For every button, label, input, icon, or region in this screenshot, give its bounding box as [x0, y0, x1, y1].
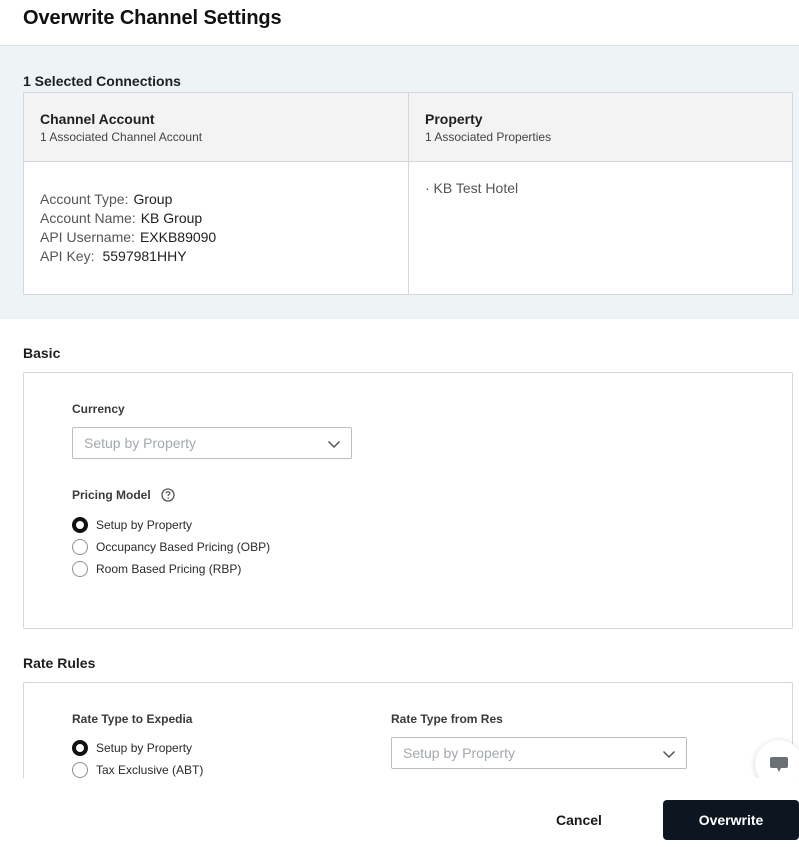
property-item: · KB Test Hotel [425, 180, 519, 196]
currency-label: Currency [72, 402, 125, 416]
dialog-header [0, 0, 799, 46]
account-name-value: KB Group [140, 210, 203, 226]
chat-bubble-icon [769, 754, 789, 774]
api-key-row [40, 247, 216, 266]
basic-card [23, 372, 793, 629]
api-key-label: API Key: [40, 248, 95, 264]
channel-account-heading: Channel Account [40, 111, 155, 127]
connections-table [23, 92, 793, 295]
channel-account-header [24, 93, 408, 162]
rate-type-from-res-placeholder: Setup by Property [403, 745, 516, 761]
basic-section-title: Basic [23, 345, 61, 361]
pricing-option-label: Occupancy Based Pricing (OBP) [96, 540, 271, 554]
chevron-down-icon [662, 747, 676, 761]
chevron-down-icon [327, 437, 341, 451]
currency-placeholder: Setup by Property [84, 435, 197, 451]
channel-account-column [24, 93, 409, 294]
property-header [409, 93, 792, 162]
dialog-title: Overwrite Channel Settings [23, 7, 282, 29]
api-username-row [40, 228, 216, 247]
pricing-model-label: Pricing Model [72, 488, 151, 502]
account-name-label: Account Name: [40, 210, 136, 226]
rate-type-from-res-label: Rate Type from Res [391, 712, 503, 726]
rate-option-label: Tax Exclusive (ABT) [96, 763, 204, 777]
rate-option-tax-exclusive[interactable] [72, 761, 203, 779]
question-circle-icon[interactable] [161, 488, 175, 502]
pricing-option-obp[interactable] [72, 538, 270, 556]
radio-unchecked[interactable] [72, 561, 88, 577]
account-type-row [40, 190, 216, 209]
pricing-option-rbp[interactable] [72, 560, 241, 578]
pricing-option-label: Setup by Property [96, 518, 193, 532]
api-key-value: 5597981HHY [102, 248, 187, 264]
api-username-label: API Username: [40, 229, 135, 245]
pricing-option-setup-by-property[interactable] [72, 516, 192, 534]
overwrite-button[interactable]: Overwrite [663, 800, 799, 840]
account-name-row [40, 209, 216, 228]
currency-select[interactable] [72, 427, 352, 459]
rate-option-label: Setup by Property [96, 741, 193, 755]
property-subheading: 1 Associated Properties [425, 130, 552, 144]
radio-checked[interactable] [72, 740, 88, 756]
radio-unchecked[interactable] [72, 762, 88, 778]
pricing-option-label: Room Based Pricing (RBP) [96, 562, 242, 576]
api-username-value: EXKB89090 [139, 229, 217, 245]
rate-rules-card [23, 682, 793, 792]
rate-option-setup-by-property[interactable] [72, 739, 192, 757]
rate-type-to-expedia-label: Rate Type to Expedia [72, 712, 193, 726]
account-type-value: Group [133, 191, 173, 207]
rate-type-from-res-select[interactable] [391, 737, 687, 769]
radio-checked[interactable] [72, 517, 88, 533]
channel-account-subheading: 1 Associated Channel Account [40, 130, 203, 144]
property-column [409, 93, 792, 294]
radio-unchecked[interactable] [72, 539, 88, 555]
selected-connections-title: 1 Selected Connections [23, 73, 181, 89]
account-type-label: Account Type: [40, 191, 129, 207]
cancel-button[interactable]: Cancel [556, 812, 602, 828]
selected-connections-section [0, 46, 799, 319]
account-details [40, 190, 216, 266]
property-heading: Property [425, 111, 483, 127]
rate-rules-section-title: Rate Rules [23, 655, 96, 671]
dialog-footer [0, 778, 799, 847]
